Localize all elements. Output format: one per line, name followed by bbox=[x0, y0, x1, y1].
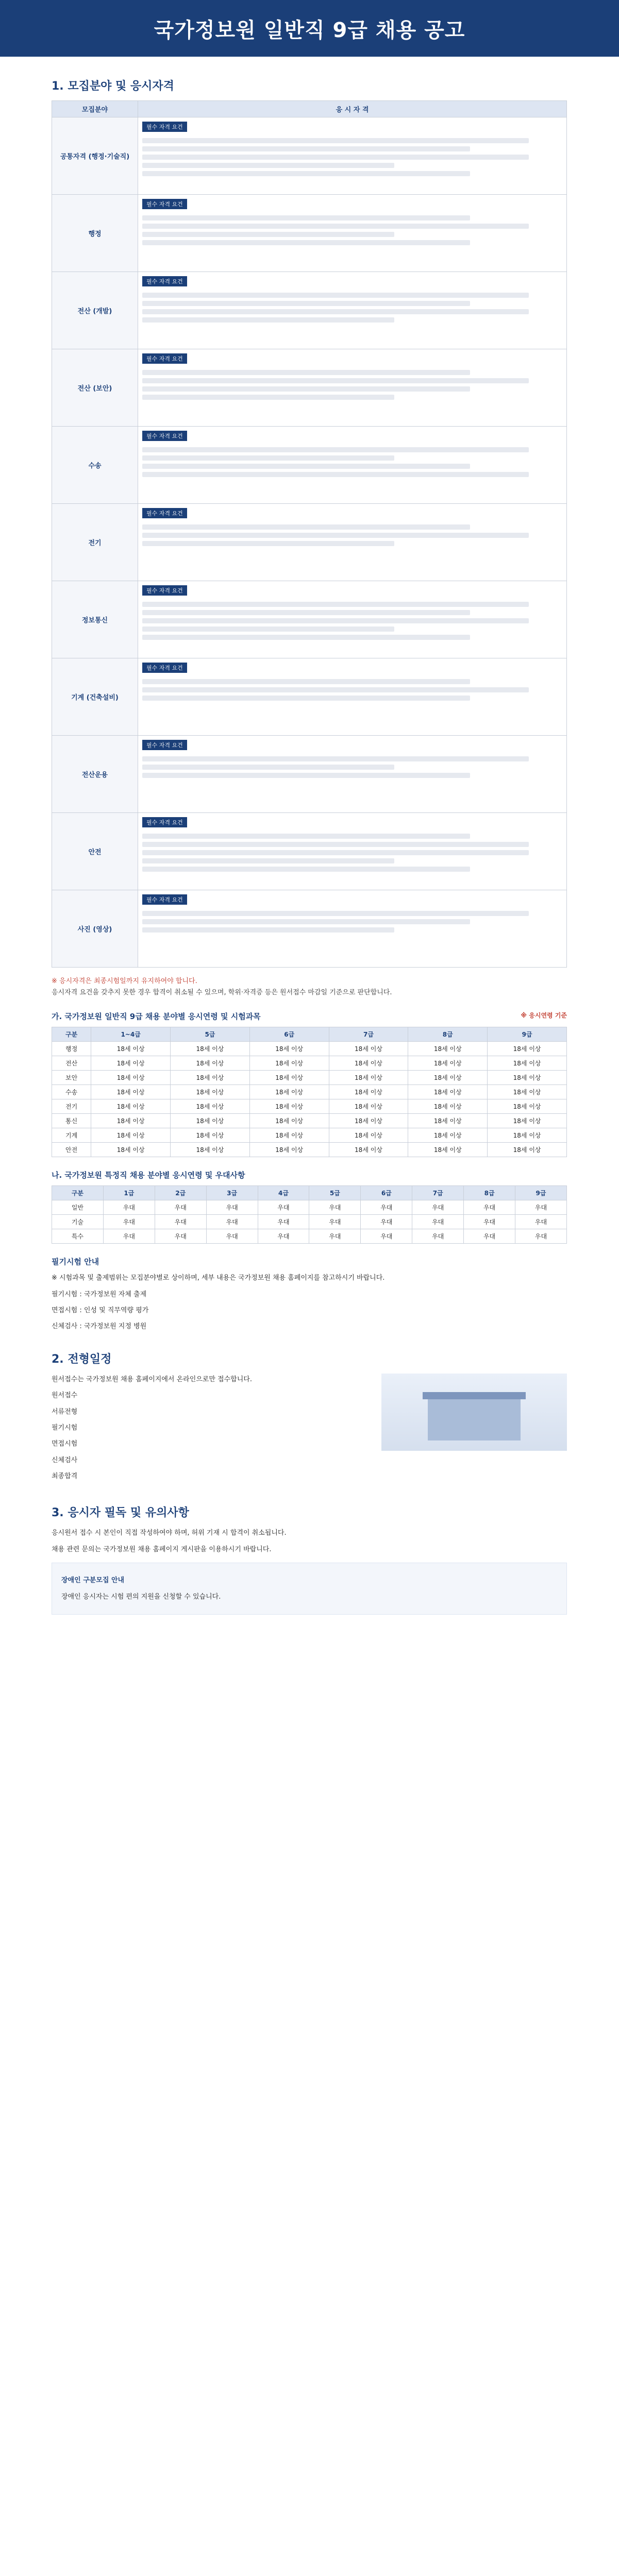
age-col-header: 8급 bbox=[408, 1027, 488, 1042]
special-cell: 우대 bbox=[155, 1229, 206, 1244]
col-header-field: 모집분야 bbox=[52, 101, 138, 117]
job-tag: 필수 자격 요건 bbox=[142, 663, 187, 673]
age-cell: 18세 이상 bbox=[408, 1042, 488, 1056]
age-cell: 18세 이상 bbox=[488, 1099, 567, 1114]
age-cell: 18세 이상 bbox=[488, 1042, 567, 1056]
qualification-note bbox=[52, 976, 567, 998]
age-cell: 18세 이상 bbox=[329, 1114, 408, 1128]
age-row-label: 수송 bbox=[52, 1085, 91, 1099]
age-cell: 18세 이상 bbox=[329, 1056, 408, 1071]
special-cell: 우대 bbox=[258, 1215, 309, 1229]
notice-para: 응시원서 접수 시 본인이 직접 작성하여야 하며, 허위 기재 시 합격이 취소됩니다. bbox=[52, 1529, 287, 1537]
job-name: 공통자격 (행정·기술직) bbox=[52, 117, 138, 195]
job-name: 전산 (보안) bbox=[52, 349, 138, 427]
job-detail bbox=[138, 581, 567, 658]
age-cell: 18세 이상 bbox=[488, 1143, 567, 1157]
schedule-step: 필기시험 bbox=[52, 1423, 78, 1432]
content bbox=[52, 77, 567, 1622]
job-name: 전산운용 bbox=[52, 736, 138, 813]
age-row-label: 행정 bbox=[52, 1042, 91, 1056]
job-tag: 필수 자격 요건 bbox=[142, 431, 187, 441]
job-detail bbox=[138, 195, 567, 272]
job-name: 기계 (건축설비) bbox=[52, 658, 138, 736]
job-name: 정보통신 bbox=[52, 581, 138, 658]
note-text: 응시자격 요건을 갖추지 못한 경우 합격이 취소될 수 있으며, 학위·자격증 등은 원서접수 마감일 기준으로 판단합니다. bbox=[52, 989, 392, 997]
special-cell: 우대 bbox=[309, 1215, 361, 1229]
age-cell: 18세 이상 bbox=[329, 1071, 408, 1085]
age-cell: 18세 이상 bbox=[171, 1128, 250, 1143]
special-cell: 우대 bbox=[361, 1229, 412, 1244]
notice-para: 채용 관련 문의는 국가정보원 채용 홈페이지 게시판을 이용하시기 바랍니다. bbox=[52, 1545, 272, 1553]
age-row-label: 안전 bbox=[52, 1143, 91, 1157]
age-cell: 18세 이상 bbox=[171, 1143, 250, 1157]
age-cell: 18세 이상 bbox=[91, 1099, 171, 1114]
exam-item: 필기시험 : 국가정보원 자체 출제 bbox=[52, 1290, 147, 1298]
special-cell: 우대 bbox=[464, 1215, 515, 1229]
age-cell: 18세 이상 bbox=[488, 1128, 567, 1143]
age-cell: 18세 이상 bbox=[91, 1071, 171, 1085]
job-detail bbox=[138, 736, 567, 813]
job-tag: 필수 자격 요건 bbox=[142, 122, 187, 132]
job-detail bbox=[138, 890, 567, 968]
job-name: 전기 bbox=[52, 504, 138, 581]
special-col-header: 2급 bbox=[155, 1186, 206, 1200]
job-name: 안전 bbox=[52, 813, 138, 890]
special-cell: 우대 bbox=[515, 1215, 567, 1229]
age-cell: 18세 이상 bbox=[249, 1071, 329, 1085]
header-banner bbox=[0, 0, 619, 57]
job-tag: 필수 자격 요건 bbox=[142, 894, 187, 905]
schedule-step: 신체검사 bbox=[52, 1456, 78, 1464]
age-cell: 18세 이상 bbox=[249, 1143, 329, 1157]
special-table bbox=[52, 1185, 567, 1244]
age-row-label: 전기 bbox=[52, 1099, 91, 1114]
schedule-step: 최종합격 bbox=[52, 1472, 78, 1481]
age-col-header: 9급 bbox=[488, 1027, 567, 1042]
section4-subtitle: 필기시험 안내 bbox=[52, 1257, 99, 1267]
special-cell: 우대 bbox=[361, 1200, 412, 1215]
job-detail bbox=[138, 349, 567, 427]
age-cell: 18세 이상 bbox=[171, 1114, 250, 1128]
age-col-header: 5급 bbox=[171, 1027, 250, 1042]
job-name: 행정 bbox=[52, 195, 138, 272]
exam-item: 면접시험 : 인성 및 직무역량 평가 bbox=[52, 1306, 149, 1314]
special-col-header: 9급 bbox=[515, 1186, 567, 1200]
special-cell: 우대 bbox=[309, 1200, 361, 1215]
job-detail bbox=[138, 658, 567, 736]
age-cell: 18세 이상 bbox=[488, 1085, 567, 1099]
age-cell: 18세 이상 bbox=[249, 1099, 329, 1114]
exam-intro: ※ 시험과목 및 출제범위는 모집분야별로 상이하며, 세부 내용은 국가정보원 채용 홈페이지를 참고하시기 바랍니다. bbox=[52, 1274, 385, 1282]
highlight-text: 장애인 응시자는 시험 편의 지원을 신청할 수 있습니다. bbox=[61, 1592, 221, 1601]
special-cell: 우대 bbox=[155, 1215, 206, 1229]
age-cell: 18세 이상 bbox=[408, 1056, 488, 1071]
age-cell: 18세 이상 bbox=[488, 1056, 567, 1071]
job-tag: 필수 자격 요건 bbox=[142, 585, 187, 596]
age-row-label: 통신 bbox=[52, 1114, 91, 1128]
special-cell: 우대 bbox=[206, 1229, 258, 1244]
age-cell: 18세 이상 bbox=[408, 1099, 488, 1114]
age-col-header: 구분 bbox=[52, 1027, 91, 1042]
age-cell: 18세 이상 bbox=[488, 1114, 567, 1128]
job-name: 전산 (개발) bbox=[52, 272, 138, 349]
job-detail bbox=[138, 813, 567, 890]
special-cell: 우대 bbox=[464, 1229, 515, 1244]
section2-subtitle bbox=[52, 1011, 567, 1022]
age-cell: 18세 이상 bbox=[488, 1071, 567, 1085]
section1-title: 1. 모집분야 및 응시자격 bbox=[52, 80, 174, 93]
age-row-label: 기계 bbox=[52, 1128, 91, 1143]
special-cell: 우대 bbox=[258, 1200, 309, 1215]
age-row-label: 전산 bbox=[52, 1056, 91, 1071]
age-cell: 18세 이상 bbox=[249, 1114, 329, 1128]
job-tag: 필수 자격 요건 bbox=[142, 276, 187, 286]
age-cell: 18세 이상 bbox=[171, 1085, 250, 1099]
section5-title: 2. 전형일정 bbox=[52, 1352, 112, 1366]
special-col-header: 7급 bbox=[412, 1186, 464, 1200]
schedule-step: 서류전형 bbox=[52, 1408, 78, 1416]
special-cell: 우대 bbox=[412, 1200, 464, 1215]
highlight-title bbox=[61, 1574, 557, 1586]
age-cell: 18세 이상 bbox=[408, 1085, 488, 1099]
page-title: 국가정보원 일반직 9급 채용 공고 bbox=[154, 18, 465, 42]
age-cell: 18세 이상 bbox=[249, 1056, 329, 1071]
age-cell: 18세 이상 bbox=[329, 1042, 408, 1056]
age-cell: 18세 이상 bbox=[329, 1099, 408, 1114]
special-cell: 우대 bbox=[206, 1215, 258, 1229]
special-cell: 우대 bbox=[206, 1200, 258, 1215]
job-name: 사진 (영상) bbox=[52, 890, 138, 968]
special-cell: 우대 bbox=[155, 1200, 206, 1215]
special-col-header: 8급 bbox=[464, 1186, 515, 1200]
special-cell: 우대 bbox=[103, 1229, 155, 1244]
age-table bbox=[52, 1027, 567, 1157]
red-tag: ※ 응시연령 기준 bbox=[521, 1012, 567, 1020]
special-cell: 우대 bbox=[412, 1229, 464, 1244]
special-cell: 우대 bbox=[103, 1215, 155, 1229]
special-col-header: 6급 bbox=[361, 1186, 412, 1200]
special-row-label: 일반 bbox=[52, 1200, 104, 1215]
job-tag: 필수 자격 요건 bbox=[142, 740, 187, 750]
section2-subtitle-text: 가. 국가정보원 일반직 9급 채용 분야별 응시연령 및 시험과목 bbox=[52, 1012, 261, 1022]
age-col-header: 1~4급 bbox=[91, 1027, 171, 1042]
age-cell: 18세 이상 bbox=[91, 1042, 171, 1056]
age-cell: 18세 이상 bbox=[408, 1071, 488, 1085]
building-illustration bbox=[381, 1374, 567, 1451]
special-cell: 우대 bbox=[103, 1200, 155, 1215]
age-cell: 18세 이상 bbox=[249, 1128, 329, 1143]
highlight-title-text: 장애인 구분모집 안내 bbox=[61, 1577, 125, 1585]
age-cell: 18세 이상 bbox=[91, 1128, 171, 1143]
special-cell: 우대 bbox=[258, 1229, 309, 1244]
job-detail bbox=[138, 117, 567, 195]
special-cell: 우대 bbox=[412, 1215, 464, 1229]
special-row-label: 기술 bbox=[52, 1215, 104, 1229]
age-cell: 18세 이상 bbox=[171, 1042, 250, 1056]
age-cell: 18세 이상 bbox=[329, 1128, 408, 1143]
job-detail bbox=[138, 504, 567, 581]
schedule-step: 원서접수 bbox=[52, 1392, 78, 1400]
job-tag: 필수 자격 요건 bbox=[142, 199, 187, 209]
special-cell: 우대 bbox=[309, 1229, 361, 1244]
special-cell: 우대 bbox=[361, 1215, 412, 1229]
special-cell: 우대 bbox=[515, 1229, 567, 1244]
note-red: ※ 응시자격은 최종시험일까지 유지하여야 합니다. bbox=[52, 977, 197, 985]
job-detail bbox=[138, 427, 567, 504]
col-header-qualification: 응 시 자 격 bbox=[138, 101, 567, 117]
special-cell: 우대 bbox=[464, 1200, 515, 1215]
age-cell: 18세 이상 bbox=[91, 1056, 171, 1071]
age-cell: 18세 이상 bbox=[171, 1071, 250, 1085]
age-cell: 18세 이상 bbox=[249, 1042, 329, 1056]
age-cell: 18세 이상 bbox=[408, 1143, 488, 1157]
special-col-header: 4급 bbox=[258, 1186, 309, 1200]
qualification-table bbox=[52, 100, 567, 968]
special-col-header: 구분 bbox=[52, 1186, 104, 1200]
special-col-header: 1급 bbox=[103, 1186, 155, 1200]
age-cell: 18세 이상 bbox=[91, 1143, 171, 1157]
age-cell: 18세 이상 bbox=[171, 1056, 250, 1071]
age-cell: 18세 이상 bbox=[91, 1114, 171, 1128]
age-cell: 18세 이상 bbox=[408, 1128, 488, 1143]
special-col-header: 3급 bbox=[206, 1186, 258, 1200]
age-col-header: 6급 bbox=[249, 1027, 329, 1042]
exam-item: 신체검사 : 국가정보원 지정 병원 bbox=[52, 1323, 147, 1331]
age-cell: 18세 이상 bbox=[249, 1085, 329, 1099]
age-cell: 18세 이상 bbox=[171, 1099, 250, 1114]
age-row-label: 보안 bbox=[52, 1071, 91, 1085]
special-col-header: 5급 bbox=[309, 1186, 361, 1200]
job-tag: 필수 자격 요건 bbox=[142, 817, 187, 827]
job-detail bbox=[138, 272, 567, 349]
section3-subtitle: 나. 국가정보원 특정직 채용 분야별 응시연령 및 우대사항 bbox=[52, 1171, 245, 1180]
special-cell: 우대 bbox=[515, 1200, 567, 1215]
age-cell: 18세 이상 bbox=[329, 1085, 408, 1099]
age-cell: 18세 이상 bbox=[408, 1114, 488, 1128]
job-name: 수송 bbox=[52, 427, 138, 504]
highlight-box bbox=[52, 1563, 567, 1615]
age-cell: 18세 이상 bbox=[329, 1143, 408, 1157]
job-tag: 필수 자격 요건 bbox=[142, 353, 187, 364]
schedule-info: 원서접수는 국가정보원 채용 홈페이지에서 온라인으로만 접수합니다. bbox=[52, 1375, 252, 1383]
age-col-header: 7급 bbox=[329, 1027, 408, 1042]
section6-title: 3. 응시자 필독 및 유의사항 bbox=[52, 1506, 189, 1520]
age-cell: 18세 이상 bbox=[91, 1085, 171, 1099]
special-row-label: 특수 bbox=[52, 1229, 104, 1244]
job-tag: 필수 자격 요건 bbox=[142, 508, 187, 518]
schedule-step: 면접시험 bbox=[52, 1440, 78, 1448]
